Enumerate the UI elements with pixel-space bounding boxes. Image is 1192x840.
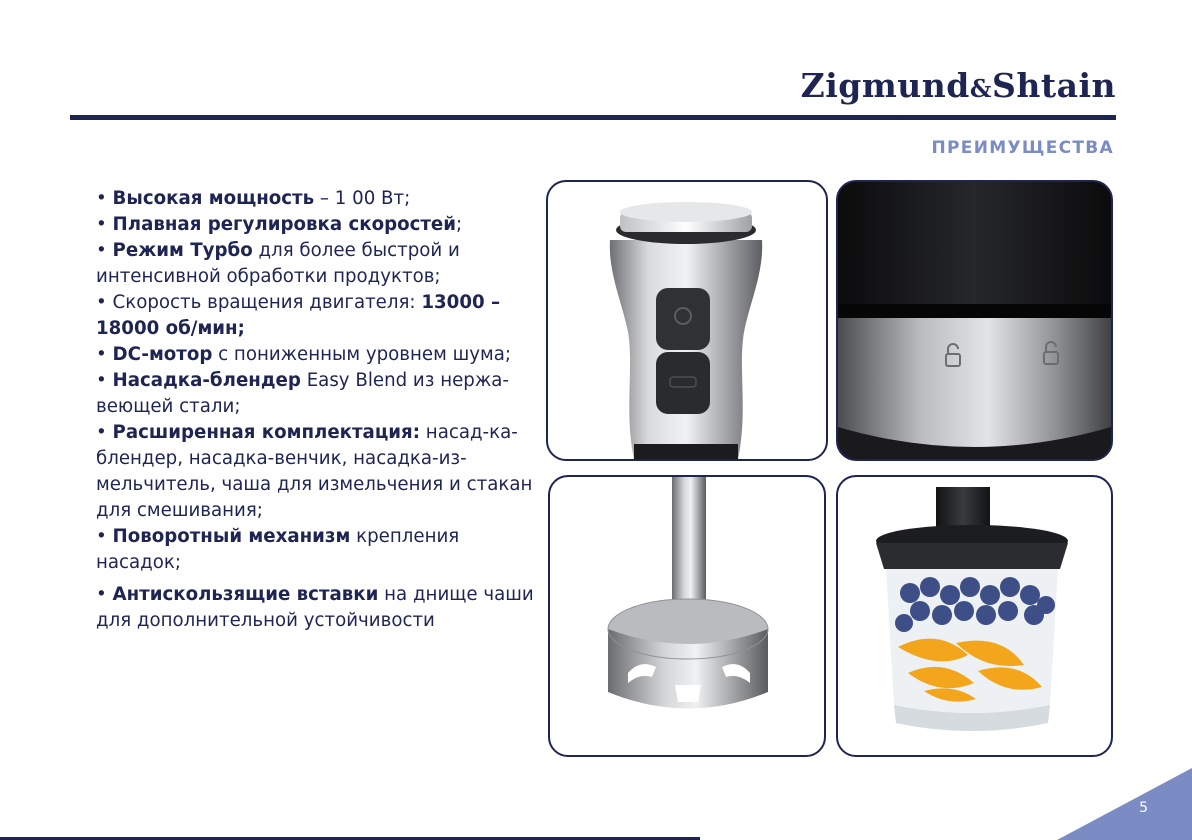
feature-text: Easy Blend из нержа-веющей стали; xyxy=(96,370,509,417)
bullet: • xyxy=(96,214,107,235)
feature-item xyxy=(96,582,536,634)
bullet: • xyxy=(96,526,107,547)
feature-text: ; xyxy=(456,214,463,235)
brand-logo xyxy=(801,66,1116,105)
bullet: • xyxy=(96,240,107,261)
feature-text: – 1 00 Вт; xyxy=(314,188,411,209)
feature-bold: Режим Турбо xyxy=(112,240,253,261)
feature-text: с пониженным уровнем шума; xyxy=(212,344,512,365)
feature-item xyxy=(96,368,536,420)
feature-bold: Антискользящие вставки xyxy=(112,584,379,605)
blender-attachment-illustration xyxy=(550,477,824,755)
feature-bold: Поворотный механизм xyxy=(112,526,351,547)
feature-bold: DC-мотор xyxy=(112,344,213,365)
photo-blender-attachment xyxy=(548,475,826,757)
feature-item xyxy=(96,186,536,212)
feature-item xyxy=(96,290,536,342)
feature-text: насад-ка-блендер, насадка-венчик, насадка-из-мельчитель, чаша для измельчения и стакан для смешивания; xyxy=(96,422,533,521)
feature-list xyxy=(96,186,536,634)
feature-bold: Плавная регулировка скоростей xyxy=(112,214,456,235)
photo-chopper-bowl xyxy=(836,475,1113,757)
brand-ampersand: & xyxy=(969,74,993,103)
feature-item xyxy=(96,342,536,368)
bullet: • xyxy=(96,370,107,391)
bullet: • xyxy=(96,584,107,605)
feature-item xyxy=(96,238,536,290)
section-title: ПРЕИМУЩЕСТВА xyxy=(931,138,1114,158)
blender-handle-illustration xyxy=(548,182,826,459)
page-corner-triangle xyxy=(1057,768,1192,840)
feature-text: на днище чаши для дополнительной устойчивости xyxy=(96,584,534,631)
chopper-bowl-illustration xyxy=(838,477,1111,755)
bullet: • xyxy=(96,292,107,313)
motor-closeup-illustration xyxy=(838,182,1111,459)
feature-bold: Высокая мощность xyxy=(112,188,315,209)
feature-bold: 13000 – 18000 об/мин; xyxy=(96,292,501,339)
feature-item xyxy=(96,420,536,524)
feature-text: крепления насадок; xyxy=(96,526,460,573)
feature-bold: Расширенная комплектация: xyxy=(112,422,421,443)
feature-prefix: Скорость вращения двигателя: xyxy=(112,292,422,313)
feature-item xyxy=(96,212,536,238)
bullet: • xyxy=(96,344,107,365)
brand-name-part1: Zigmund xyxy=(800,66,970,105)
feature-text: для более быстрой и интенсивной обработки продуктов; xyxy=(96,240,460,287)
brand-name-part2: Shtain xyxy=(992,66,1116,105)
photo-blender-handle xyxy=(546,180,828,461)
page-number: 5 xyxy=(1139,800,1148,816)
header-rule xyxy=(70,115,1116,120)
bullet: • xyxy=(96,422,107,443)
photo-motor-closeup xyxy=(836,180,1113,461)
feature-item xyxy=(96,524,536,576)
feature-bold: Насадка-блендер xyxy=(112,370,301,391)
bullet: • xyxy=(96,188,107,209)
